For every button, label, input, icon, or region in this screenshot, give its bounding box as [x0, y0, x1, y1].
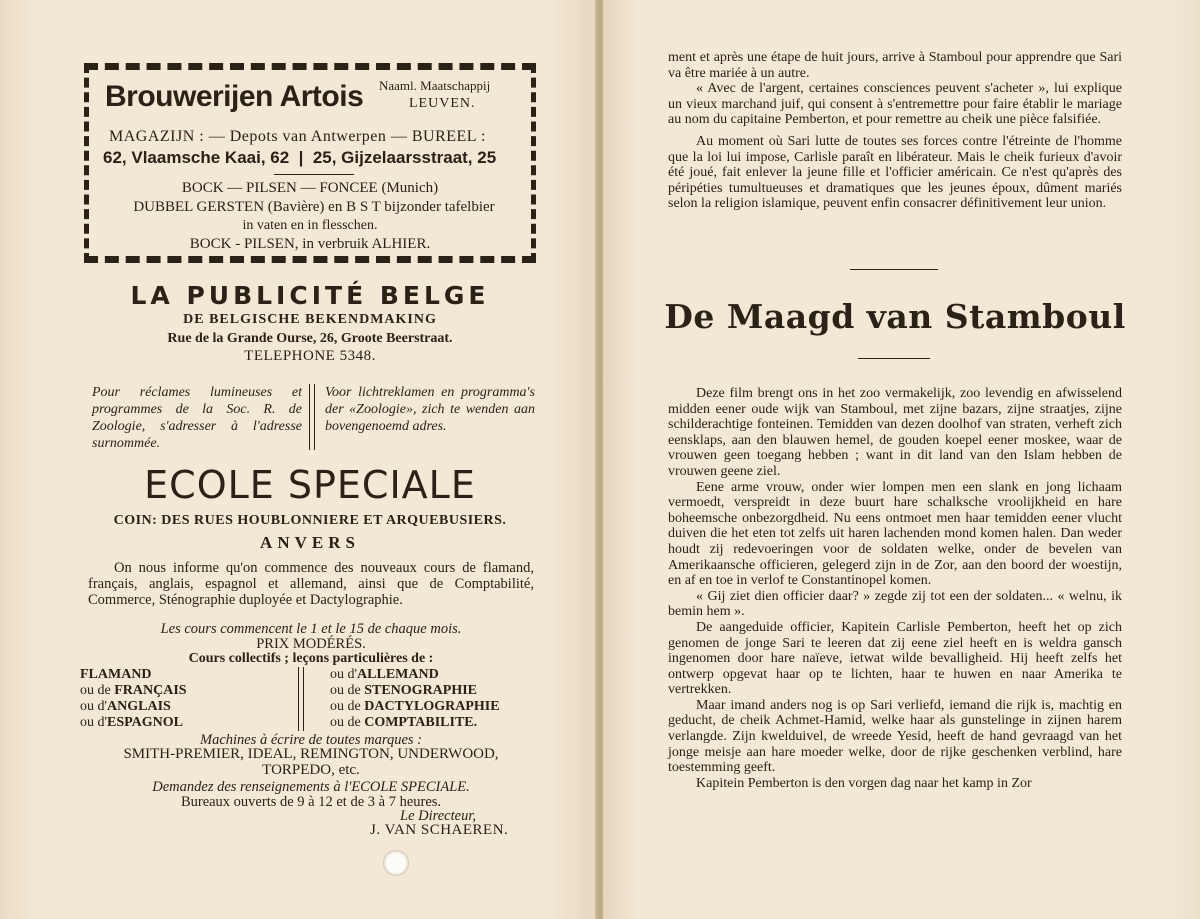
brands-line-2: TORPEDO, etc.	[262, 762, 360, 778]
dutch-title: De Maagd van Stamboul	[664, 297, 1126, 336]
notice-french: Pour réclames lumineuses et programmes de la Soc. R. de Zoologie, s'adresser à l'adresse surnommée.	[92, 385, 302, 451]
ecole-intro: On nous informe qu'on commence des nouveaux cours de flamand, français, anglais, espagnol et allemand, ainsi que de Comptabilité, Commerce, Sténographie duployée et Dactylographie.	[88, 560, 534, 608]
brands-line-1: SMITH-PREMIER, IDEAL, REMINGTON, UNDERWOOD,	[123, 746, 499, 762]
ecole-city: ANVERS	[260, 533, 360, 552]
notice-divider	[309, 384, 315, 450]
ecole-bureaux: Bureaux ouverts de 9 à 12 et de 3 à 7 heures.	[180, 794, 442, 810]
ecole-collectifs: Cours collectifs ; leçons particulières de :	[188, 651, 434, 666]
ecole-prix: PRIX MODÉRÉS.	[256, 636, 366, 652]
list-item: FLAMAND	[80, 667, 152, 682]
artois-company-type: Naaml. Maatschappij	[379, 78, 491, 93]
list-item: ou d'ESPAGNOL	[80, 715, 184, 730]
publicite-subtitle: DE BELGISCHE BEKENDMAKING	[183, 312, 437, 327]
paragraph: « Gij ziet dien officier daar? » zegde zij tot een der soldaten... « welnu, ik bemin hem ».	[668, 588, 1122, 620]
paragraph: « Avec de l'argent, certaines consciences peuvent s'acheter », lui explique un vieux marchand juif, qui consent à s'entremettre pour faire établir le mariage au nom du capitaine Pemberton, et pour remettre au cheik une pièce falsifiée.	[668, 81, 1122, 128]
list-item: ou de COMPTABILITE.	[330, 715, 478, 730]
artois-beers-3: in vaten en in flesschen.	[242, 218, 378, 233]
binding-hole	[383, 850, 409, 876]
artois-beers-1: BOCK — PILSEN — FONCEE (Munich)	[181, 180, 439, 196]
ecole-typewriter-brands	[88, 746, 534, 778]
list-item: ou de STENOGRAPHIE	[330, 683, 478, 698]
ecole-signature: J. VAN SCHAEREN.	[370, 822, 509, 838]
paragraph: Deze film brengt ons in het zoo vermakelijk, zoo levendig en afwisselend midden eener oude wijk van Stamboul, met zijne bazars, zijne straatjes, zijne schilderachtige fonteinen. Temidden van dezen doolhof van straten, verheft zich eensklaps, aan den blauwen hemel, de gouden koepel eener moskee, waar de vrouwen geen toegang hebben ; want in dit land van den Islam hebben de vrouwen geene ziel.	[668, 386, 1122, 479]
subject-list-divider	[298, 667, 304, 731]
publicite-address: Rue de la Grande Ourse, 26, Groote Beerstraat.	[167, 331, 453, 346]
paragraph: Au moment où Sari lutte de toutes ses forces contre l'étreinte de l'homme que la loi lui impose, Carlisle paraît en libérateur. Mais le cheik furieux d'avoir été joué, fait enlever la jeune fille et l'officier américain. Ce n'est qu'après des péripéties tumultueuses et dramatiques que les jeunes époux, dûment mariés selon la religion islamique, peuvent enfin consacrer définitivement leur union.	[668, 133, 1122, 212]
list-item: ou d'ANGLAIS	[80, 699, 171, 714]
artois-brand: Brouwerijen Artois	[105, 80, 364, 113]
paragraph: Eene arme vrouw, onder wier lompen men een slank en jong lichaam vermoedt, verspreidt in deze buurt hare schalksche vroolijkheid en hare boheemsche onbezorgdheid. Nu eens ontmoet men haar temidden eener vlucht duiven die het eten tot zelfs uit haren lachenden mond komen halen. Dan weder houdt zij redevoeringen voor de soldaten welke, onder de bevelen van Amerikaansche officieren, gelegerd zijn in de Zor, aan den boord der woestijn, en af en toe in verlof te Constantinopel komen.	[668, 479, 1122, 589]
subject-list-left	[80, 667, 187, 731]
list-item: ou de DACTYLOGRAPHIE	[330, 699, 500, 714]
subject-list-right	[330, 667, 500, 731]
section-rule-bottom	[858, 358, 930, 359]
publicite-title: LA PUBLICITÉ BELGE	[130, 281, 490, 310]
artois-address: 62, Vlaamsche Kaai, 62 | 25, Gijzelaarsstraat, 25	[103, 148, 497, 167]
ecole-corner: COIN: DES RUES HOUBLONNIERE ET ARQUEBUSIERS.	[113, 513, 507, 528]
artois-divider	[274, 174, 354, 175]
artois-beers-2: DUBBEL GERSTEN (Bavière) en B S T bijzonder tafelbier	[133, 199, 495, 215]
ecole-demandez: Demandez des renseignements à l'ECOLE SPECIALE.	[152, 779, 470, 795]
ecole-cours: Les cours commencent le 1 et le 15 de chaque mois.	[160, 621, 462, 637]
artois-beers-4: BOCK - PILSEN, in verbruik ALHIER.	[189, 236, 431, 252]
dutch-synopsis	[668, 386, 1122, 791]
artois-magazijn: MAGAZIJN : — Depots van Antwerpen — BUREEL :	[109, 128, 486, 145]
notice-dutch: Voor lichtreklamen en programma's der «Zoologie», zich te wenden aan bovengenoemd adres.	[325, 385, 535, 434]
paragraph: ment et après une étape de huit jours, arrive à Stamboul pour apprendre que Sari va être mariée à un autre.	[668, 50, 1122, 81]
artois-city: LEUVEN.	[409, 96, 476, 111]
ecole-machines: Machines à écrire de toutes marques :	[199, 732, 422, 748]
artois-advertisement	[84, 63, 536, 263]
list-item: ou d'ALLEMAND	[330, 667, 439, 682]
paragraph: De aangeduide officier, Kapitein Carlisle Pemberton, heeft het op zich genomen de jonge Sari te leeren dat zij eene ziel heeft en is weldra gansch ingenomen door hare naïeve, ietwat wilde bevalligheid. Hij heeft zelfs het ontwerp opgevat haar op te lichten, haar te huwen en naar Amerika te vertrekken.	[668, 619, 1122, 698]
paragraph: Kapitein Pemberton is den vorgen dag naar het kamp in Zor	[696, 775, 1032, 791]
section-rule-top	[850, 269, 938, 270]
ecole-title: ECOLE SPECIALE	[144, 463, 476, 507]
publicite-telephone: TELEPHONE 5348.	[244, 348, 376, 364]
paragraph: Maar imand anders nog is op Sari verliefd, iemand die rijk is, machtig en geducht, de cheik Achmet-Hamid, welke haar als gunstelinge in zijnen harem verlangde. Zijn kwelduivel, de wreede Yesid, heeft de hand gevraagd van het jonge meisje aan hare moeder welke, door de rijke geschenken verblind, hare toestemming geeft.	[668, 697, 1122, 776]
list-item: ou de FRANÇAIS	[80, 683, 187, 698]
left-page	[0, 0, 597, 919]
french-synopsis	[668, 50, 1122, 212]
ecole-directeur: Le Directeur,	[400, 808, 476, 824]
